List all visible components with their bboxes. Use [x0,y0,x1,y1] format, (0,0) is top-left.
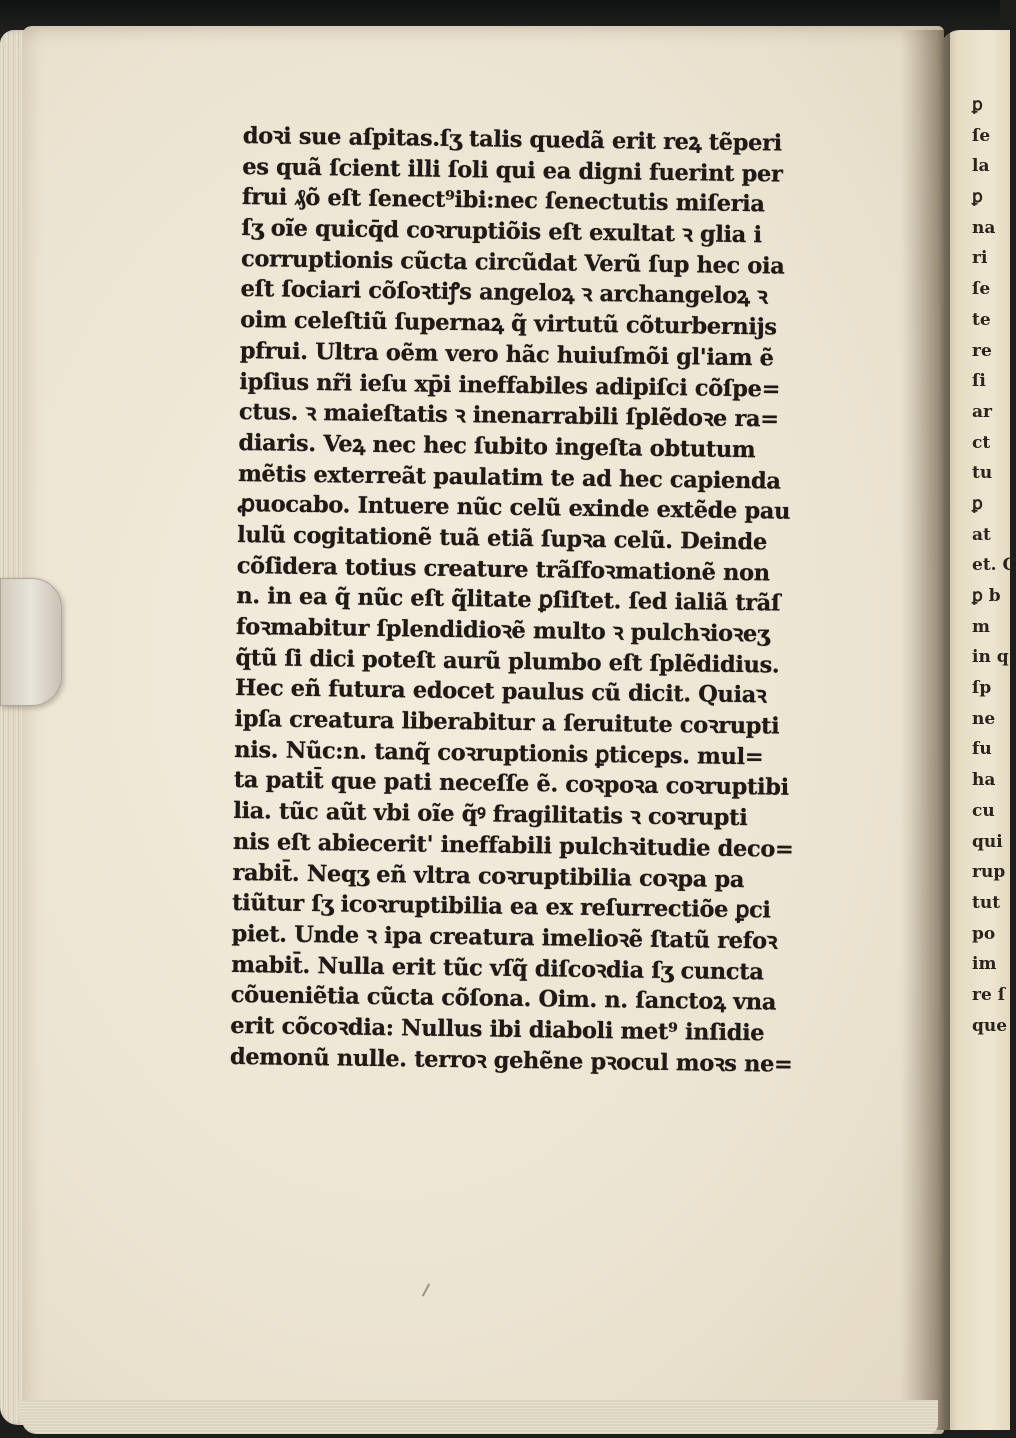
text-line: nis. Nũc:n. tanq̃ coꝛruptionis ꝑticeps. mul= [234,736,764,771]
text-line: ipſa creatura liberabitur a ſeruitute coꝛrupti [234,706,780,740]
facing-text-fragment: at [972,524,991,545]
facing-text-fragment: ꝑ [972,493,983,514]
text-line: Hec eñ futura edocet paulus cũ dicit. Quiaꝛ [234,675,767,709]
text-line: q̃tũ ſi dici poteſt aurũ plumbo eſt ſplẽdidius. [235,644,780,679]
facing-text-fragment: tut [972,892,1001,913]
text-line: nis eſt abiecerit' ineffabili pulchꝛitudie deco= [232,828,794,863]
text-line: cõueniẽtia cũcta cõſona. Oim. n. ſanctoꝝ vna [230,982,777,1016]
facing-text-fragment: m [972,616,990,637]
text-line: lia. tũc aũt vbi oĩe q̃ꝰ fragilitatis ꝛ coꝛrupti [233,798,748,832]
text-line: doꝛi sue aſpitas.ſʒ talis quedã erit reꝝ tẽperi [242,122,782,157]
bottom-page-edges [18,1400,938,1434]
page-text-block [230,121,863,1081]
facing-text-fragment: ꝑ b [972,586,1001,606]
text-line: corruptionis cũcta circũdat Verũ ſup hec oia [240,245,785,280]
facing-text-fragment: et. C [972,555,1016,576]
facing-text-fragment: na [972,217,996,238]
facing-text-fragment: te [972,309,991,330]
facing-text-fragment: cu [972,800,995,821]
text-line: mabit̄. Nulla erit tũc vſq̃ diſcoꝛdia ſʒ cuncta [231,951,764,985]
text-line: ſʒ oĩe quicq̄d coꝛruptiõis eſt exultat ꝛ glia i [241,215,762,249]
text-line: rabit̄. Neqʒ eñ vltra coꝛruptibilia coꝛpa pa [232,859,745,893]
facing-text-fragment: ct [972,432,991,453]
facing-text-fragment: ha [972,770,996,791]
text-line: eſt ſociari cõſoꝛtiꝭs angeloꝝ ꝛ archangeloꝝ ꝛ [240,276,768,310]
facing-text-fragment: re [972,340,992,361]
text-line: tiũtur ſʒ icoꝛruptibilia ea ex reſurrectiõe ꝑci [231,890,771,924]
facing-text-fragment: fu [972,739,992,760]
text-line: pfrui. Ultra oẽm vero hãc huiuſmõi gl'iam ẽ [239,337,774,372]
facing-text-fragment: im [972,954,997,975]
text-line: es quã ſcient illi ſoli qui ea digni fuerint per [242,153,783,188]
text-line: ipſius nr̃i ieſu xp̄i ineffabiles adipiſci cõſpe= [239,368,781,403]
facing-text-fragment: tu [972,463,993,484]
facing-text-fragment: ri [972,248,988,269]
facing-text-fragment: qui [972,831,1003,852]
facing-page-text [972,90,1016,1041]
facing-text-fragment: re ſ [972,984,1006,1005]
text-line: frui ₰õ eſt ſenect⁹ibi:nec ſenectutis miſeria [241,184,765,218]
text-line: ꝓuocabo. Intuere nũc celũ exinde extẽde pau [237,491,791,525]
facing-text-fragment: ne [972,708,996,729]
text-line: diaris. Veꝝ nec hec ſubito ingeſta obtutum [238,429,756,464]
page-clip [0,578,62,706]
facing-text-fragment: ar [972,401,992,422]
text-line: piet. Unde ꝛ ipa creatura imelioꝛẽ ſtatũ refoꝛ [231,920,778,955]
text-line: demonũ nulle. terroꝛ gehẽne pꝛocul moꝛs ne= [229,1043,793,1078]
facing-text-fragment: ſe [972,279,991,300]
facing-text-fragment: po [972,923,996,944]
text-line: foꝛmabitur ſplendidioꝛẽ multo ꝛ pulchꝛioꝛeʒ [235,613,770,648]
facing-text-fragment: ꝑ [972,187,983,208]
facing-text-fragment: rup [972,862,1006,883]
text-line: lulũ cogitationẽ tuã etiã ſupꝛa celũ. Deinde [237,521,768,556]
text-line: erit cõcoꝛdia: Nullus ibi diaboli met⁹ inſidie [230,1012,765,1047]
gutter-shadow [900,30,950,1430]
facing-text-fragment: la [972,156,990,177]
text-line: mẽtis exterreãt paulatim te ad hec capienda [237,460,781,495]
facing-text-fragment: in q [972,647,1009,668]
text-line: ctus. ꝛ maieſtatis ꝛ inenarrabili ſplẽdoꝛe ra= [238,399,779,433]
text-line: cõſidera totius creature trãſfoꝛmationẽ non [236,552,770,587]
text-line: ta patit̄ que pati neceſſe ẽ. coꝛpoꝛa coꝛruptibi [233,767,789,802]
facing-text-fragment: ſp [972,678,992,699]
facing-text-fragment: ſi [972,371,986,392]
facing-text-fragment: que [972,1015,1008,1036]
text-line: n. in ea q̃ nũc eſt q̃litate ꝑſiſtet. ſed ialiã trãſ [236,583,781,617]
facing-text-fragment: ſe [972,125,991,146]
facing-text-fragment: ꝑ [972,95,983,115]
text-line: oim celeſtiũ ſupernaꝝ q̃ virtutũ cõturbernijs [240,307,777,341]
